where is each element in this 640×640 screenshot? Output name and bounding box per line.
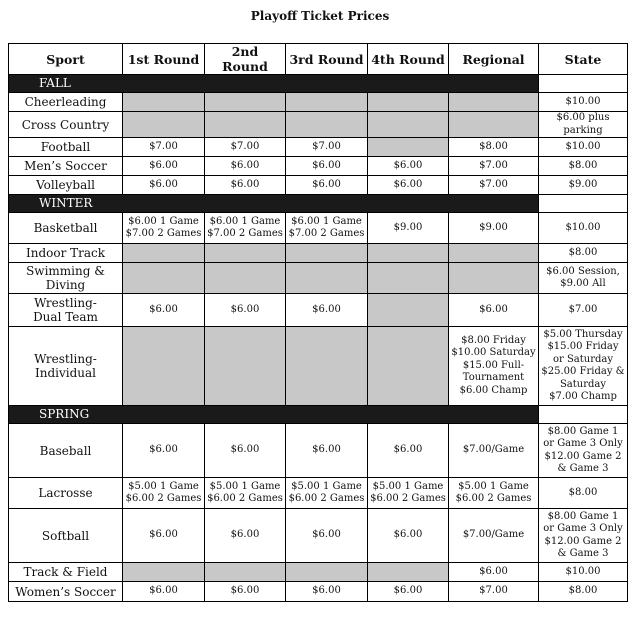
unavailable-cell bbox=[286, 93, 368, 112]
price-cell: $5.00 1 Game $6.00 2 Games bbox=[286, 478, 368, 509]
unavailable-cell bbox=[368, 138, 449, 157]
price-cell: $6.00 bbox=[286, 582, 368, 602]
unavailable-cell bbox=[368, 294, 449, 327]
unavailable-cell bbox=[205, 112, 286, 138]
price-cell: $6.00 bbox=[286, 176, 368, 195]
header-state: State bbox=[539, 44, 628, 75]
price-cell: $6.00 bbox=[123, 509, 205, 563]
unavailable-cell bbox=[123, 112, 205, 138]
unavailable-cell bbox=[123, 93, 205, 112]
sport-name: Cross Country bbox=[9, 112, 123, 138]
price-cell: $6.00 bbox=[205, 294, 286, 327]
sport-name: Basketball bbox=[9, 213, 123, 244]
sport-name: Indoor Track bbox=[9, 244, 123, 263]
price-cell: $6.00 bbox=[368, 176, 449, 195]
price-cell: $6.00 plus parking bbox=[539, 112, 628, 138]
price-cell: $7.00 bbox=[286, 138, 368, 157]
price-cell: $6.00 bbox=[368, 509, 449, 563]
header-4th-round: 4th Round bbox=[368, 44, 449, 75]
price-cell: $6.00 bbox=[205, 424, 286, 478]
price-cell: $6.00 Session, $9.00 All bbox=[539, 263, 628, 294]
unavailable-cell bbox=[123, 263, 205, 294]
unavailable-cell bbox=[368, 263, 449, 294]
price-cell: $6.00 bbox=[205, 582, 286, 602]
table-row bbox=[9, 582, 628, 602]
price-cell: $6.00 bbox=[286, 424, 368, 478]
unavailable-cell bbox=[123, 563, 205, 582]
table-row bbox=[9, 138, 628, 157]
price-cell: $7.00 bbox=[449, 157, 539, 176]
price-cell: $5.00 1 Game $6.00 2 Games bbox=[205, 478, 286, 509]
unavailable-cell bbox=[286, 112, 368, 138]
sport-name: Baseball bbox=[9, 424, 123, 478]
header-3rd-round: 3rd Round bbox=[286, 44, 368, 75]
sport-name: Volleyball bbox=[9, 176, 123, 195]
price-cell: $6.00 bbox=[286, 294, 368, 327]
price-cell: $6.00 bbox=[205, 157, 286, 176]
sport-name: Cheerleading bbox=[9, 93, 123, 112]
ticket-price-table bbox=[8, 43, 628, 602]
header-1st-round: 1st Round bbox=[123, 44, 205, 75]
unavailable-cell bbox=[286, 244, 368, 263]
unavailable-cell bbox=[205, 93, 286, 112]
price-cell: $5.00 1 Game $6.00 2 Games bbox=[123, 478, 205, 509]
sport-name: Track & Field bbox=[9, 563, 123, 582]
header-row bbox=[9, 44, 628, 75]
price-cell: $6.00 bbox=[205, 509, 286, 563]
unavailable-cell bbox=[205, 263, 286, 294]
header-regional: Regional bbox=[449, 44, 539, 75]
price-cell: $7.00 bbox=[205, 138, 286, 157]
price-cell: $6.00 bbox=[449, 563, 539, 582]
price-cell: $6.00 bbox=[449, 294, 539, 327]
price-cell: $6.00 bbox=[123, 176, 205, 195]
table-row bbox=[9, 93, 628, 112]
price-cell: $8.00 bbox=[539, 244, 628, 263]
price-cell: $9.00 bbox=[539, 176, 628, 195]
table-row bbox=[9, 176, 628, 195]
table-row bbox=[9, 478, 628, 509]
price-cell: $7.00/Game bbox=[449, 424, 539, 478]
unavailable-cell bbox=[123, 327, 205, 406]
price-cell: $8.00 Friday $10.00 Saturday $15.00 Full- Tournament $6.00 Champ bbox=[449, 327, 539, 406]
price-cell: $8.00 Game 1 or Game 3 Only $12.00 Game 2 & Game 3 bbox=[539, 424, 628, 478]
unavailable-cell bbox=[286, 327, 368, 406]
price-cell: $9.00 bbox=[368, 213, 449, 244]
sport-name: Football bbox=[9, 138, 123, 157]
price-cell: $7.00 bbox=[449, 582, 539, 602]
price-cell: $6.00 1 Game $7.00 2 Games bbox=[205, 213, 286, 244]
unavailable-cell bbox=[368, 93, 449, 112]
table-row bbox=[9, 509, 628, 563]
season-label: FALL bbox=[9, 75, 539, 93]
price-cell: $10.00 bbox=[539, 93, 628, 112]
season-row bbox=[9, 75, 628, 93]
header-sport: Sport bbox=[9, 44, 123, 75]
price-cell: $6.00 bbox=[368, 582, 449, 602]
price-cell: $6.00 bbox=[123, 157, 205, 176]
table-row bbox=[9, 112, 628, 138]
unavailable-cell bbox=[205, 563, 286, 582]
price-cell: $6.00 1 Game $7.00 2 Games bbox=[123, 213, 205, 244]
unavailable-cell bbox=[449, 93, 539, 112]
unavailable-cell bbox=[449, 112, 539, 138]
price-cell: $7.00 bbox=[539, 294, 628, 327]
unavailable-cell bbox=[286, 263, 368, 294]
unavailable-cell bbox=[123, 244, 205, 263]
table-row bbox=[9, 327, 628, 406]
header-2nd-round: 2nd Round bbox=[205, 44, 286, 75]
price-cell: $7.00/Game bbox=[449, 509, 539, 563]
unavailable-cell bbox=[368, 112, 449, 138]
price-cell: $6.00 bbox=[205, 176, 286, 195]
unavailable-cell bbox=[205, 327, 286, 406]
season-row bbox=[9, 406, 628, 424]
price-cell: $6.00 bbox=[286, 509, 368, 563]
price-cell: $10.00 bbox=[539, 138, 628, 157]
price-cell: $8.00 Game 1 or Game 3 Only $12.00 Game 2 & Game 3 bbox=[539, 509, 628, 563]
unavailable-cell bbox=[449, 263, 539, 294]
table-row bbox=[9, 563, 628, 582]
table-row bbox=[9, 263, 628, 294]
price-cell: $5.00 1 Game $6.00 2 Games bbox=[449, 478, 539, 509]
unavailable-cell bbox=[368, 327, 449, 406]
price-cell: $6.00 1 Game $7.00 2 Games bbox=[286, 213, 368, 244]
season-state-blank bbox=[539, 406, 628, 424]
unavailable-cell bbox=[205, 244, 286, 263]
sport-name: Wrestling- Dual Team bbox=[9, 294, 123, 327]
sport-name: Wrestling- Individual bbox=[9, 327, 123, 406]
season-state-blank bbox=[539, 75, 628, 93]
sport-name: Lacrosse bbox=[9, 478, 123, 509]
price-cell: $10.00 bbox=[539, 213, 628, 244]
sport-name: Swimming & Diving bbox=[9, 263, 123, 294]
sport-name: Men’s Soccer bbox=[9, 157, 123, 176]
price-cell: $10.00 bbox=[539, 563, 628, 582]
price-cell: $6.00 bbox=[286, 157, 368, 176]
price-cell: $6.00 bbox=[123, 294, 205, 327]
price-cell: $6.00 bbox=[123, 424, 205, 478]
price-cell: $7.00 bbox=[449, 176, 539, 195]
sport-name: Women’s Soccer bbox=[9, 582, 123, 602]
table-row bbox=[9, 294, 628, 327]
table-row bbox=[9, 213, 628, 244]
price-cell: $5.00 Thursday $15.00 Friday or Saturday $25.00 Friday & Saturday $7.00 Champ bbox=[539, 327, 628, 406]
price-cell: $8.00 bbox=[539, 478, 628, 509]
sport-name: Softball bbox=[9, 509, 123, 563]
table-row bbox=[9, 157, 628, 176]
price-cell: $9.00 bbox=[449, 213, 539, 244]
season-label: SPRING bbox=[9, 406, 539, 424]
season-state-blank bbox=[539, 195, 628, 213]
page-title: Playoff Ticket Prices bbox=[250, 9, 390, 23]
unavailable-cell bbox=[368, 244, 449, 263]
unavailable-cell bbox=[286, 563, 368, 582]
unavailable-cell bbox=[368, 563, 449, 582]
price-cell: $6.00 bbox=[368, 157, 449, 176]
price-cell: $5.00 1 Game $6.00 2 Games bbox=[368, 478, 449, 509]
price-cell: $8.00 bbox=[539, 582, 628, 602]
unavailable-cell bbox=[449, 244, 539, 263]
season-label: WINTER bbox=[9, 195, 539, 213]
season-row bbox=[9, 195, 628, 213]
price-cell: $7.00 bbox=[123, 138, 205, 157]
table-row bbox=[9, 244, 628, 263]
table-row bbox=[9, 424, 628, 478]
price-cell: $8.00 bbox=[539, 157, 628, 176]
price-cell: $6.00 bbox=[368, 424, 449, 478]
price-cell: $8.00 bbox=[449, 138, 539, 157]
price-cell: $6.00 bbox=[123, 582, 205, 602]
